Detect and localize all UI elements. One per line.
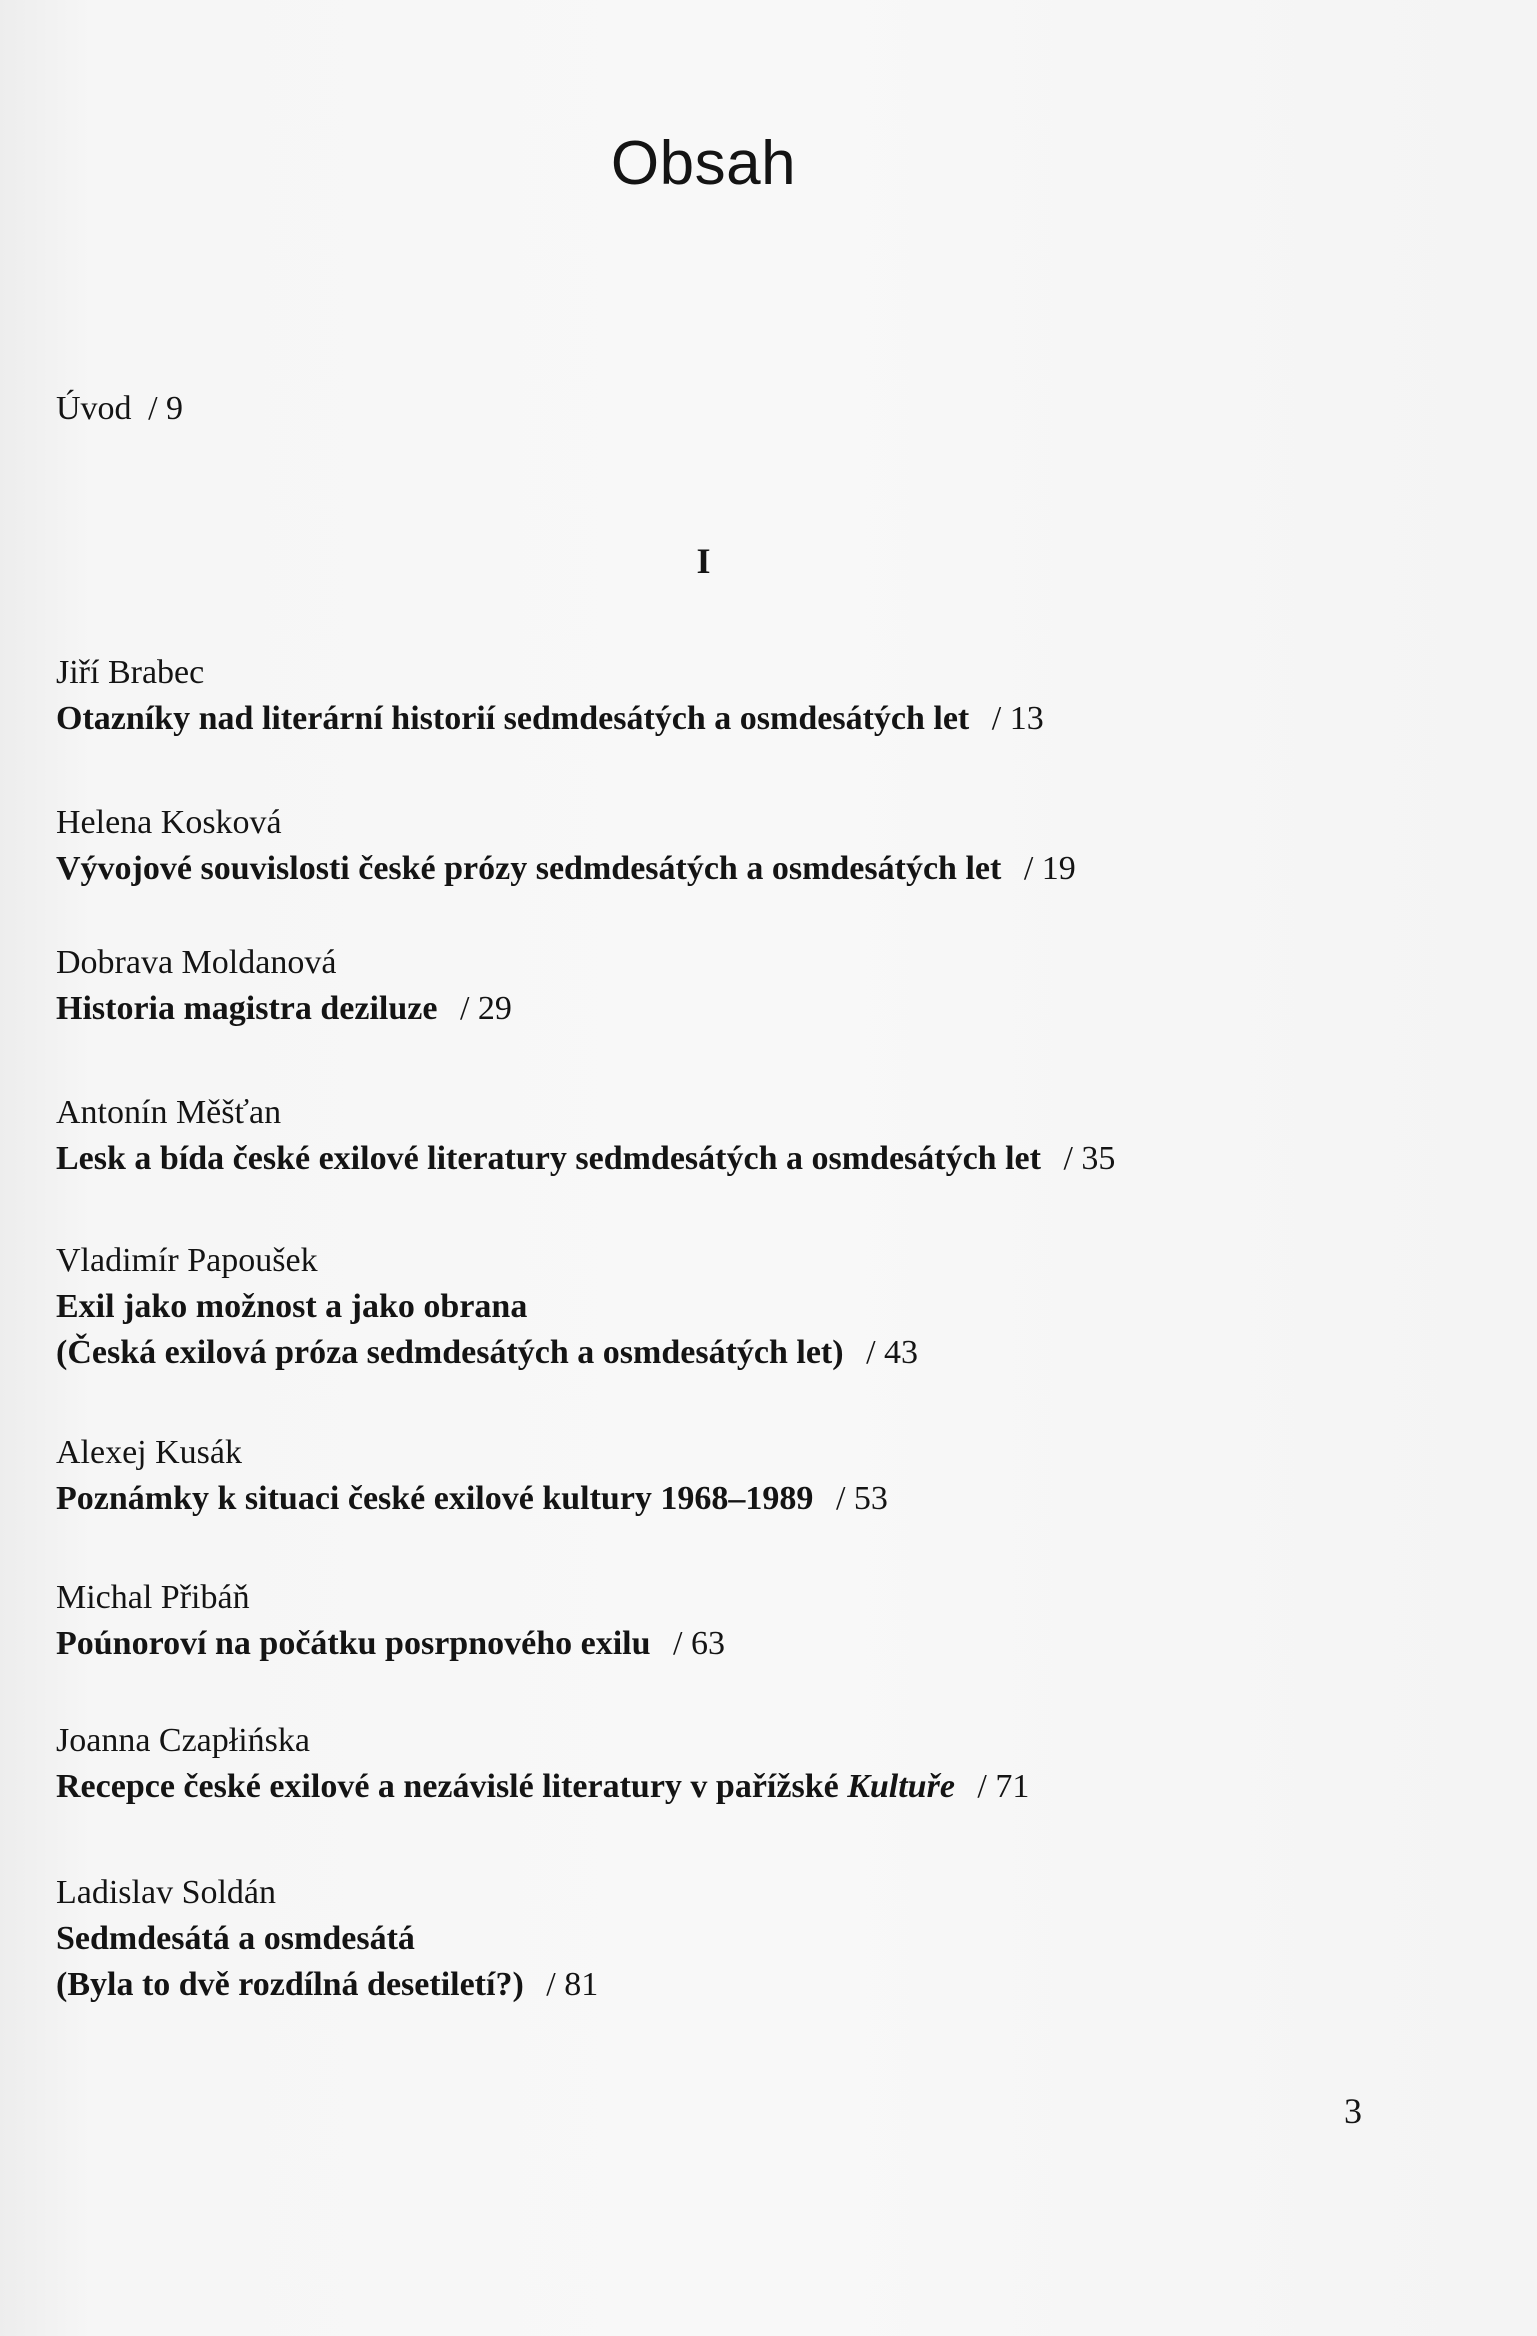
toc-entry[interactable] [56,1090,1115,1182]
entry-author: Helena Kosková [56,804,282,841]
entry-author: Ladislav Soldán [56,1874,277,1911]
entry-page: / 13 [991,700,1044,737]
entry-page: / 63 [673,1625,725,1662]
section-heading: I [696,541,711,581]
entry-title [56,1764,1029,1810]
entry-title [56,1621,725,1667]
toc-entry[interactable] [56,1870,598,2008]
entry-author: Dobrava Moldanová [56,944,337,981]
entry-title-line: Historia magistra deziluze [56,990,438,1027]
toc-entry[interactable] [56,1430,888,1522]
entry-title [56,1476,888,1522]
entry-page: / 35 [1063,1140,1116,1177]
entry-author: Alexej Kusák [56,1434,243,1471]
entry-title-italic: Kultuře [847,1768,955,1805]
intro-page: / 9 [148,390,184,427]
toc-entry[interactable] [56,1238,918,1376]
entry-title [56,1962,598,2008]
toc-entry[interactable] [56,940,512,1032]
page-title: Obsah [610,129,797,198]
entry-author: Vladimír Papoušek [56,1242,318,1279]
entry-title-line: (Česká exilová próza sedmdesátých a osmdesátých let) [56,1334,844,1371]
entry-title [56,1136,1115,1182]
entry-title-line: Recepce české exilové a nezávislé literatury v pařížské [56,1768,839,1805]
toc-entry[interactable] [56,800,1076,892]
entry-page: / 19 [1023,850,1076,887]
entry-title-line: Poúnoroví na počátku posrpnového exilu [56,1625,651,1662]
entry-author: Jiří Brabec [56,654,205,691]
page-number: 3 [1344,2091,1362,2131]
entry-title [56,986,512,1032]
toc-entry[interactable] [56,1718,1029,1810]
entry-title-line-1: Exil jako možnost a jako obrana [56,1288,528,1325]
toc-intro[interactable] [56,390,183,428]
entry-title-line: Lesk a bída české exilové literatury sedmdesátých a osmdesátých let [56,1140,1041,1177]
entry-page: / 71 [977,1768,1030,1805]
entry-page: / 43 [866,1334,919,1371]
entry-page: / 53 [835,1480,888,1517]
entry-title-line-1: Sedmdesátá a osmdesátá [56,1920,415,1957]
entry-title [56,846,1076,892]
entry-title [56,1330,918,1376]
entry-title-line: Vývojové souvislosti české prózy sedmdesátých a osmdesátých let [56,850,1002,887]
toc-entry[interactable] [56,1575,725,1667]
entry-title-line: Poznámky k situaci české exilové kultury 1968–1989 [56,1480,814,1517]
entry-author: Joanna Czapłińska [56,1722,310,1759]
toc-entry[interactable] [56,650,1044,742]
entry-title-line: Otazníky nad literární historií sedmdesátých a osmdesátých let [56,700,970,737]
intro-label: Úvod [56,390,132,427]
entry-author: Michal Přibáň [56,1579,250,1616]
entry-page: / 81 [546,1966,599,2003]
entry-title-line: (Byla to dvě rozdílná desetiletí?) [56,1966,524,2003]
entry-page: / 29 [459,990,512,1027]
entry-title [56,696,1044,742]
entry-author: Antonín Měšťan [56,1094,282,1131]
